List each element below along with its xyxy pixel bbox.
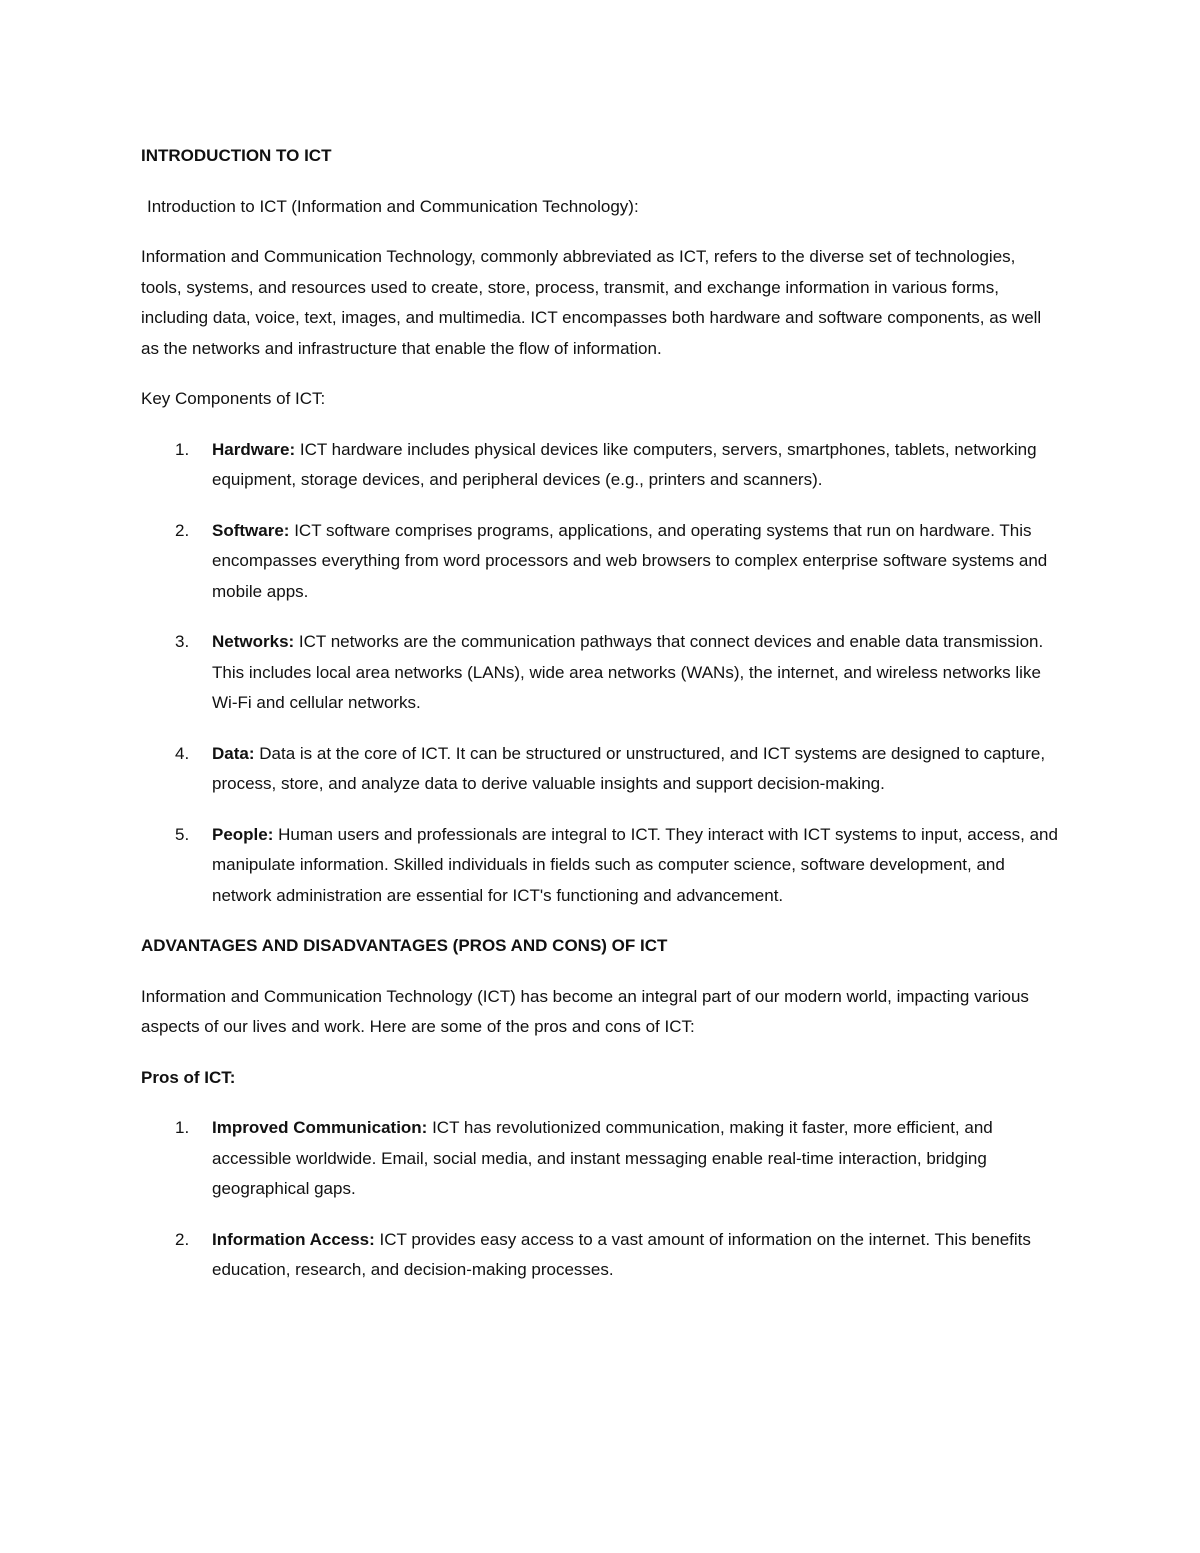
list-item [141, 627, 1060, 719]
section-subtitle: Introduction to ICT (Information and Communication Technology): [147, 196, 639, 216]
list-term: Data: [212, 743, 255, 763]
list-number: 1. [175, 1118, 190, 1137]
pros-list [141, 1113, 1060, 1286]
list-text: Human users and professionals are integral to ICT. They interact with ICT systems to input, access, and manipulate information. Skilled individuals in fields such as computer science, software development, and network administration are essential for ICT's functioning and advancement. [212, 824, 1058, 905]
list-text: Data is at the core of ICT. It can be structured or unstructured, and ICT systems are designed to capture, process, store, and analyze data to derive valuable insights and support decision-making. [212, 743, 1046, 793]
intro-paragraph: Information and Communication Technology, commonly abbreviated as ICT, refers to the diverse set of technologies, tools, systems, and resources used to create, store, process, transmit, and exchange information in various forms, including data, voice, text, images, and multimedia. ICT encompasses both hardware and software components, as well as the networks and infrastructure that enable the flow of information. [141, 247, 1042, 358]
section-title: INTRODUCTION TO ICT [141, 146, 332, 165]
list-text: ICT networks are the communication pathways that connect devices and enable data transmission. This includes local area networks (LANs), wide area networks (WANs), the internet, and wireless networks like Wi-Fi and cellular networks. [212, 632, 1044, 712]
list-item [141, 435, 1060, 496]
list-text: ICT hardware includes physical devices like computers, servers, smartphones, tablets, networking equipment, storage devices, and peripheral devices (e.g., printers and scanners). [212, 439, 1037, 489]
list-number: 2. [175, 520, 190, 540]
list-text: ICT provides easy access to a vast amount of information on the internet. This benefits education, research, and decision-making processes. [212, 1229, 1031, 1279]
list-number: 1. [175, 439, 190, 459]
list-number: 4. [175, 743, 190, 763]
list-item [141, 1113, 1060, 1205]
components-label: Key Components of ICT: [141, 389, 326, 408]
list-item [141, 1225, 1060, 1286]
list-item [141, 516, 1060, 608]
list-item [141, 820, 1060, 912]
list-number: 2. [175, 1229, 190, 1249]
list-text: ICT software comprises programs, applications, and operating systems that run on hardware. This encompasses everything from word processors and web browsers to complex enterprise software systems and mobile apps. [212, 520, 1048, 601]
list-term: Information Access: [212, 1229, 375, 1249]
list-number: 3. [175, 632, 190, 651]
section-title: ADVANTAGES AND DISADVANTAGES (PROS AND CONS) OF ICT [141, 936, 668, 955]
list-term: Software: [212, 520, 290, 540]
list-term: Improved Communication: [212, 1118, 428, 1137]
pros-cons-intro: Information and Communication Technology (ICT) has become an integral part of our modern world, impacting various aspects of our lives and work. Here are some of the pros and cons of ICT: [141, 986, 1029, 1036]
list-term: Networks: [212, 632, 295, 651]
pros-label: Pros of ICT: [141, 1067, 236, 1087]
list-term: People: [212, 824, 274, 844]
components-list [141, 435, 1060, 912]
list-term: Hardware: [212, 439, 296, 459]
list-text: ICT has revolutionized communication, making it faster, more efficient, and accessible worldwide. Email, social media, and instant messaging enable real-time interaction, bridging geographical gaps. [212, 1118, 993, 1198]
list-number: 5. [175, 824, 190, 844]
list-item [141, 739, 1060, 800]
